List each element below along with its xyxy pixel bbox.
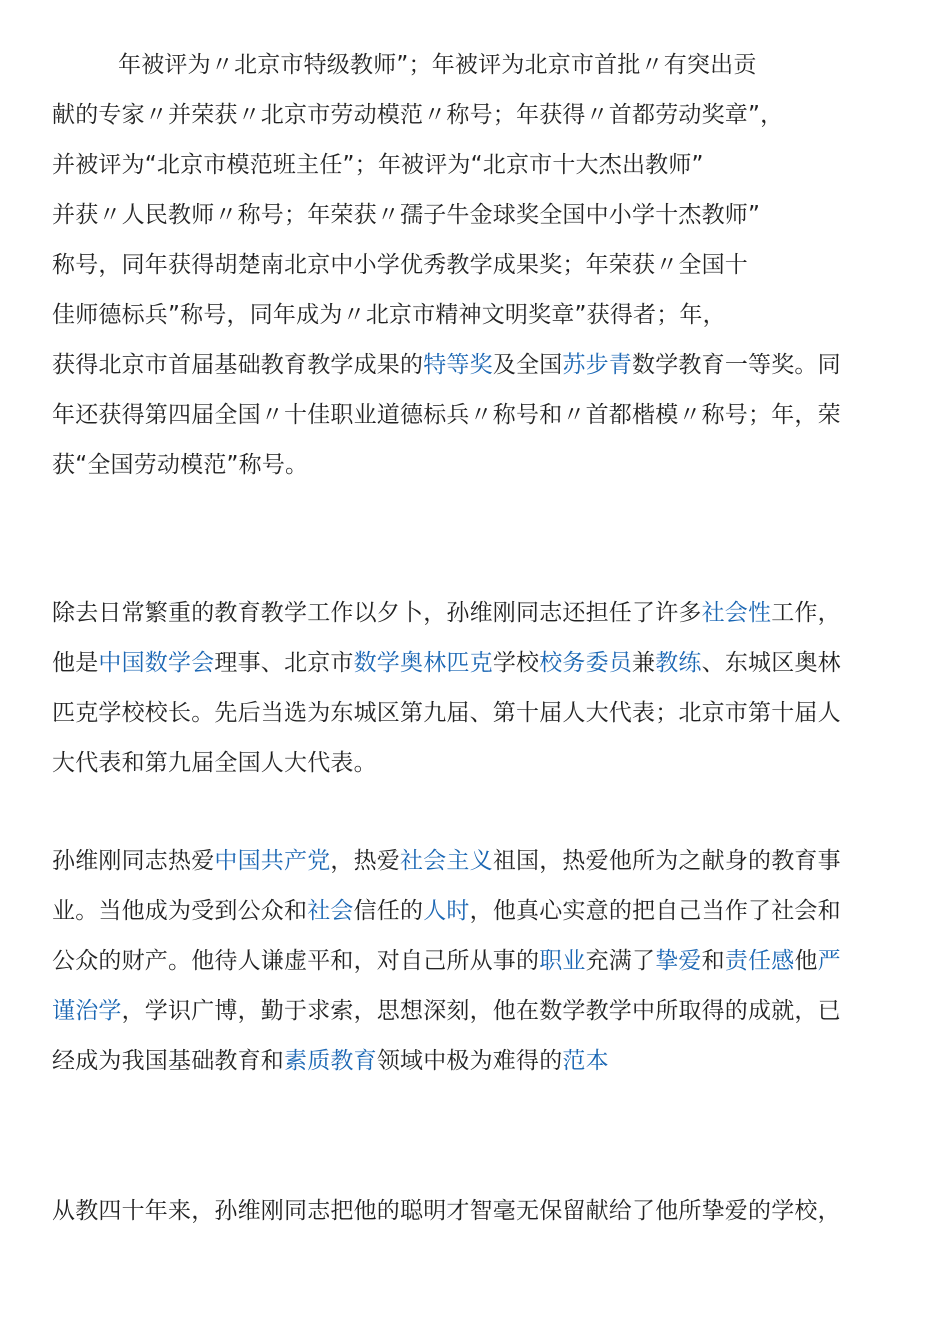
link-person[interactable]: 人时 bbox=[423, 898, 470, 924]
text-segment: 理事、北京市 bbox=[214, 650, 354, 676]
text-segment: 除去日常繁重的教育教学工作以夕卜，孙维刚同志还担任了许多 bbox=[52, 600, 702, 626]
link-school-affairs-committee[interactable]: 校务委员 bbox=[539, 650, 633, 676]
text-line: 获“全国劳动模范”称号。 bbox=[52, 452, 309, 478]
link-rigorous-scholarship-start[interactable]: 严 bbox=[817, 948, 841, 974]
text-segment: 和 bbox=[701, 948, 725, 974]
link-responsibility[interactable]: 责任感 bbox=[724, 948, 795, 974]
text-line: 从教四十年来，孙维刚同志把他的聪明才智毫无保留献给了他所挚爱的学校， bbox=[52, 1198, 841, 1224]
text-segment: 孙维刚同志热爱 bbox=[52, 848, 215, 874]
text-segment: 及全国 bbox=[492, 352, 563, 378]
text-segment: ，他真心实意的把自己当作了社会和 bbox=[469, 898, 841, 924]
text-segment: 他是 bbox=[52, 650, 99, 676]
link-math-olympiad[interactable]: 数学奥林匹克 bbox=[353, 650, 493, 676]
text-line bbox=[52, 598, 841, 628]
text-segment: 经成为我国基础教育和 bbox=[52, 1048, 284, 1074]
text-line bbox=[52, 1046, 609, 1076]
text-line: 并被评为“北京市模范班主任”；年被评为“北京市十大杰出教师” bbox=[52, 152, 704, 178]
link-su-buqing[interactable]: 苏步青 bbox=[562, 352, 633, 378]
text-segment: 公众的财产。他待人谦虚平和，对自己所从事的 bbox=[52, 948, 540, 974]
text-line bbox=[52, 846, 841, 876]
text-segment: 他 bbox=[794, 948, 818, 974]
text-segment: 领域中极为难得的 bbox=[376, 1048, 563, 1074]
link-coach[interactable]: 教练 bbox=[655, 650, 702, 676]
text-line bbox=[52, 996, 841, 1026]
link-profession[interactable]: 职业 bbox=[539, 948, 586, 974]
link-special-prize[interactable]: 特等奖 bbox=[423, 352, 493, 378]
text-segment: 信任的 bbox=[353, 898, 424, 924]
text-line bbox=[52, 946, 841, 976]
link-social[interactable]: 社会性 bbox=[701, 600, 772, 626]
text-segment: 数学教育一等奖。同 bbox=[632, 352, 841, 378]
text-line bbox=[52, 896, 841, 926]
text-line: 匹克学校校长。先后当选为东城区第九届、第十届人大代表；北京市第十届人 bbox=[52, 700, 841, 726]
link-quality-education[interactable]: 素质教育 bbox=[284, 1048, 377, 1074]
text-segment: 充满了 bbox=[585, 948, 656, 974]
text-segment: ，热爱 bbox=[330, 848, 401, 874]
text-line: 年被评为〃北京市特级教师”；年被评为北京市首批〃有突出贡 bbox=[118, 52, 757, 78]
link-ccp[interactable]: 中国共产党 bbox=[214, 848, 331, 874]
link-rigorous-scholarship-end[interactable]: 谨治学 bbox=[52, 998, 122, 1024]
text-line: 称号，同年获得胡楚南北京中小学优秀教学成果奖；年荣获〃全国十 bbox=[52, 252, 748, 278]
text-segment: 业。当他成为受到公众和 bbox=[52, 898, 308, 924]
text-segment: 工作， bbox=[771, 600, 841, 626]
text-segment: 、东城区奥林 bbox=[701, 650, 841, 676]
text-segment: 兼 bbox=[632, 650, 656, 676]
text-line: 大代表和第九届全国人大代表。 bbox=[52, 750, 377, 776]
link-society[interactable]: 社会 bbox=[307, 898, 354, 924]
link-devotion[interactable]: 挚爱 bbox=[655, 948, 702, 974]
text-line: 献的专家〃并荣获〃北京市劳动模范〃称号；年获得〃首都劳动奖章”， bbox=[52, 102, 784, 128]
text-line: 年还获得第四届全国〃十佳职业道德标兵〃称号和〃首都楷模〃称号；年，荣 bbox=[52, 402, 841, 428]
link-socialism[interactable]: 社会主义 bbox=[400, 848, 493, 874]
text-segment: 祖国，热爱他所为之献身的教育事 bbox=[492, 848, 841, 874]
link-model[interactable]: 范本 bbox=[562, 1048, 609, 1074]
text-segment: 获得北京市首届基础教育教学成果的 bbox=[52, 352, 424, 378]
text-line bbox=[52, 648, 841, 678]
link-chinese-math-society[interactable]: 中国数学会 bbox=[98, 650, 215, 676]
text-segment: ，学识广博，勤于求索，思想深刻，他在数学教学中所取得的成就，已 bbox=[121, 998, 841, 1024]
text-line: 并获〃人民教师〃称号；年荣获〃孺子牛金球奖全国中小学十杰教师” bbox=[52, 202, 761, 228]
text-segment: 学校 bbox=[492, 650, 540, 676]
text-line: 佳师德标兵”称号，同年成为〃北京市精神文明奖章”获得者；年， bbox=[52, 302, 726, 328]
text-line bbox=[52, 350, 841, 380]
